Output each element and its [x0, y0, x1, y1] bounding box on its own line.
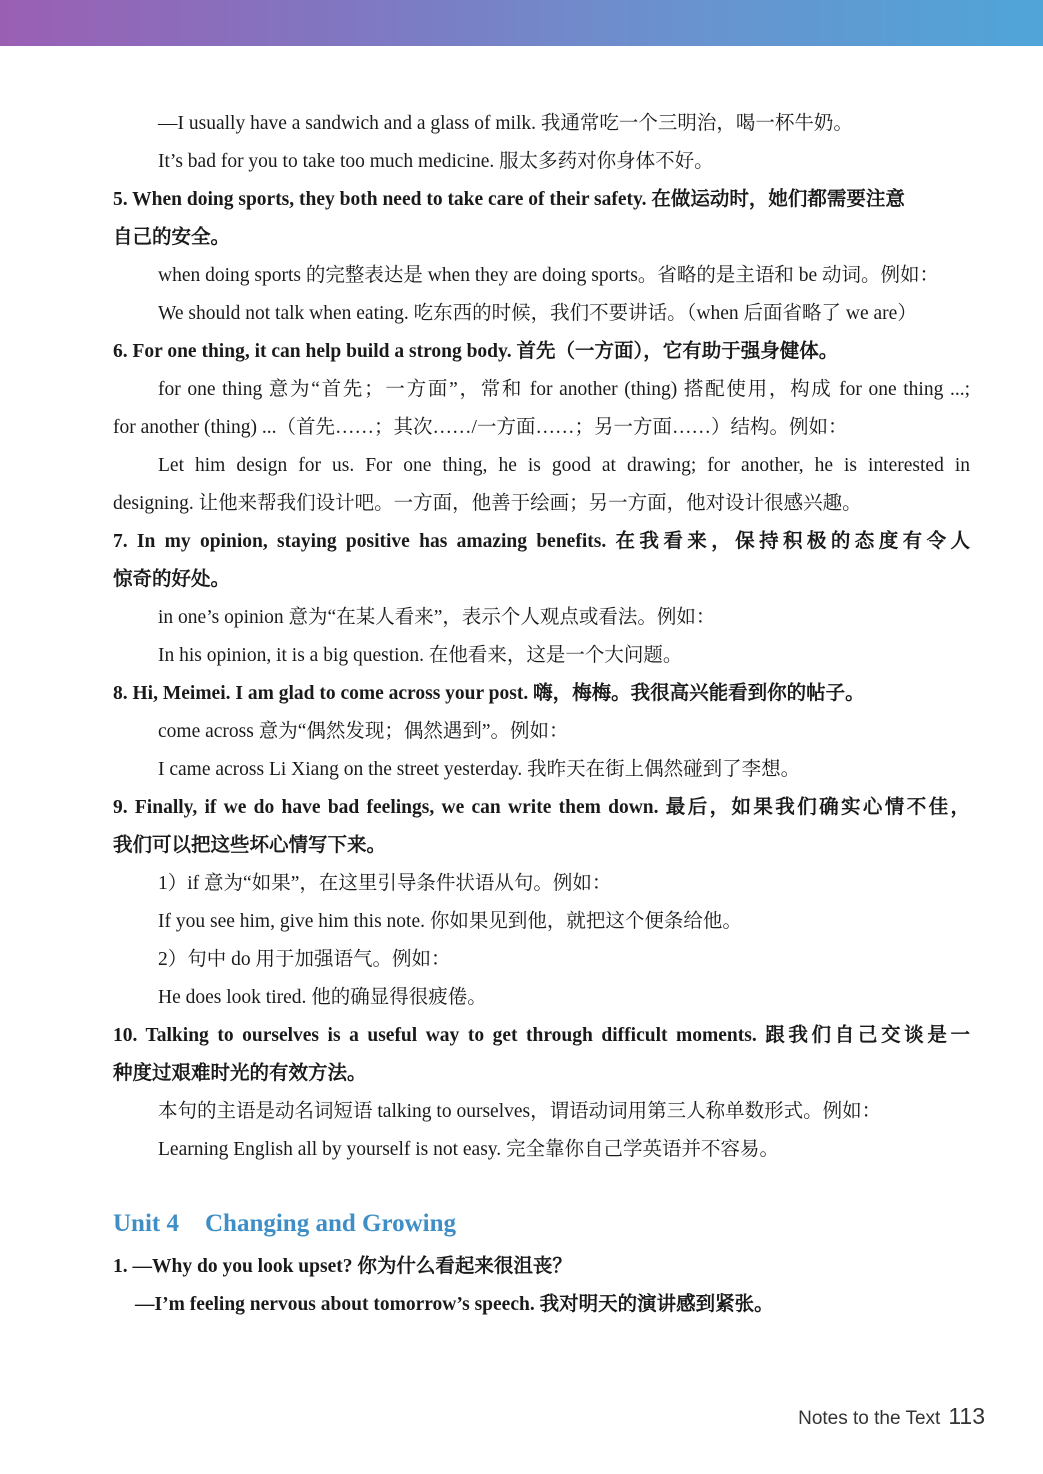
- note-8-heading: 8. Hi, Meimei. I am glad to come across your post. 嗨，梅梅。我很高兴能看到你的帖子。: [113, 683, 865, 704]
- note-7-explanation: in one’s opinion 意为“在某人看来”，表示个人观点或看法。例如：: [158, 607, 716, 628]
- note-10-example: Learning English all by yourself is not easy. 完全靠你自己学英语并不容易。: [158, 1139, 780, 1160]
- page-content: [113, 105, 970, 1324]
- note-10-explanation: 本句的主语是动名词短语 talking to ourselves，谓语动词用第三人称单数形式。例如：: [158, 1101, 882, 1122]
- note-6-example: Let him design for us. For one thing, he is good at drawing; for another, he is interested in: [158, 455, 970, 476]
- unit-note-1-answer: —I’m feeling nervous about tomorrow’s speech. 我对明天的演讲感到紧张。: [135, 1294, 774, 1315]
- note-9-heading: 9. Finally, if we do have bad feelings, we can write them down. 最后，如果我们确实心情不佳，: [113, 797, 970, 818]
- note-8-example: I came across Li Xiang on the street yesterday. 我昨天在街上偶然碰到了李想。: [158, 759, 801, 780]
- example-sentence: It’s bad for you to take too much medicine. 服太多药对你身体不好。: [158, 151, 714, 172]
- unit-number: Unit 4: [113, 1210, 179, 1237]
- note-6-heading: 6. For one thing, it can help build a strong body. 首先（一方面），它有助于强身健体。: [113, 341, 839, 362]
- note-5-explanation: when doing sports 的完整表达是 when they are doing sports。省略的是主语和 be 动词。例如：: [158, 265, 940, 286]
- note-6-explanation-cont: for another (thing) ...（首先……；其次……/一方面……；另一方面……）结构。例如：: [113, 417, 848, 438]
- unit-heading: [113, 1204, 970, 1244]
- note-6-explanation: for one thing 意为“首先；一方面”，常和 for another (thing) 搭配使用，构成 for one thing ...;: [158, 379, 970, 400]
- unit-note-1-question: 1. —Why do you look upset? 你为什么看起来很沮丧？: [113, 1256, 572, 1277]
- note-9-example-2: He does look tired. 他的确显得很疲倦。: [158, 987, 487, 1008]
- top-color-banner: [0, 0, 1043, 46]
- note-5-example: We should not talk when eating. 吃东西的时候，我们不要讲话。（when 后面省略了 we are）: [158, 303, 917, 324]
- note-8-explanation: come across 意为“偶然发现；偶然遇到”。例如：: [158, 721, 569, 742]
- note-10-heading: 10. Talking to ourselves is a useful way to get through difficult moments. 跟我们自己交谈是一: [113, 1025, 970, 1046]
- example-sentence: —I usually have a sandwich and a glass of milk. 我通常吃一个三明治，喝一杯牛奶。: [158, 113, 853, 134]
- note-9-point-1: 1）if 意为“如果”，在这里引导条件状语从句。例如：: [158, 873, 612, 894]
- note-9-heading-cont: 我们可以把这些坏心情写下来。: [113, 835, 387, 856]
- footer-label: Notes to the Text: [798, 1408, 941, 1429]
- note-5-heading: 5. When doing sports, they both need to take care of their safety. 在做运动时，她们都需要注意: [113, 189, 905, 210]
- unit-title: Changing and Growing: [204, 1210, 456, 1237]
- page-footer: [798, 1403, 985, 1430]
- note-7-heading: 7. In my opinion, staying positive has amazing benefits. 在我看来，保持积极的态度有令人: [113, 531, 970, 552]
- note-10-heading-cont: 种度过艰难时光的有效方法。: [113, 1063, 367, 1084]
- note-6-example-cont: designing. 让他来帮我们设计吧。一方面，他善于绘画；另一方面，他对设计很感兴趣。: [113, 493, 862, 514]
- note-5-heading-cont: 自己的安全。: [113, 227, 231, 248]
- page-number: 113: [948, 1403, 985, 1429]
- note-9-point-2: 2）句中 do 用于加强语气。例如：: [158, 949, 451, 970]
- note-9-example-1: If you see him, give him this note. 你如果见到他，就把这个便条给他。: [158, 911, 742, 932]
- note-7-example: In his opinion, it is a big question. 在他看来，这是一个大问题。: [158, 645, 683, 666]
- note-7-heading-cont: 惊奇的好处。: [113, 569, 231, 590]
